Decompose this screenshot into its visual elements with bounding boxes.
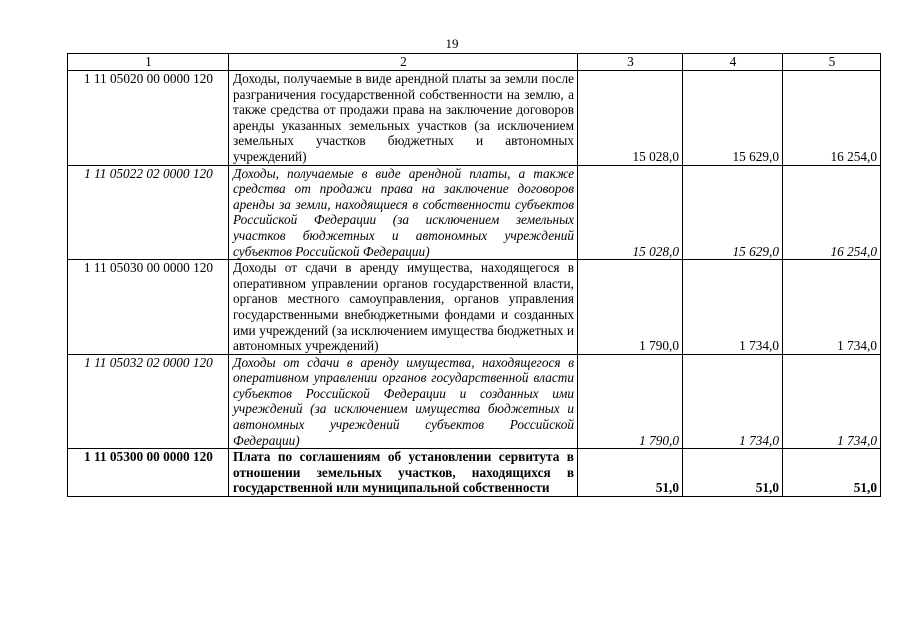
column-header: 1: [68, 54, 229, 71]
column-header: 4: [683, 54, 783, 71]
page-number: 19: [445, 36, 459, 51]
table-row: [68, 71, 881, 166]
description-cell: Доходы, получаемые в виде арендной платы, а также средства от продажи права на заключение договоров аренды за земли, находящиеся в собственности субъектов Российской Федерации (за исключением земельных участков бюджетных и автономных учреждений субъектов Российской Федерации): [229, 165, 578, 260]
amount-cell: 1 734,0: [783, 260, 881, 355]
description-cell: Доходы, получаемые в виде арендной платы за земли после разграничения государственной собственности на землю, а также средства от продажи права на заключение договоров аренды указанных земельных участков (за исключением земельных участков бюджетных и автономных учреждений): [229, 71, 578, 166]
amount-cell: 15 629,0: [683, 165, 783, 260]
budget-code-cell: 1 11 05032 02 0000 120: [68, 354, 229, 449]
table-header-row: [68, 54, 881, 71]
column-header: 5: [783, 54, 881, 71]
description-cell: Доходы от сдачи в аренду имущества, находящегося в оперативном управлении органов государственной власти, органов местного самоуправления, органов управления государственными внебюджетными фондами и созданных ими учреждений (за исключением имущества бюджетных и автономных учреждений): [229, 260, 578, 355]
budget-code-cell: 1 11 05030 00 0000 120: [68, 260, 229, 355]
column-header: 2: [229, 54, 578, 71]
amount-cell: 15 028,0: [578, 71, 683, 166]
amount-cell: 51,0: [783, 449, 881, 497]
column-header: 3: [578, 54, 683, 71]
budget-code-cell: 1 11 05300 00 0000 120: [68, 449, 229, 497]
table-row: [68, 449, 881, 497]
amount-cell: 1 734,0: [783, 354, 881, 449]
table-row: [68, 260, 881, 355]
amount-cell: 1 790,0: [578, 260, 683, 355]
budget-revenue-table: [67, 53, 881, 497]
table-row: [68, 165, 881, 260]
amount-cell: 16 254,0: [783, 71, 881, 166]
amount-cell: 1 790,0: [578, 354, 683, 449]
amount-cell: 1 734,0: [683, 354, 783, 449]
amount-cell: 51,0: [683, 449, 783, 497]
amount-cell: 1 734,0: [683, 260, 783, 355]
amount-cell: 51,0: [578, 449, 683, 497]
amount-cell: 15 629,0: [683, 71, 783, 166]
description-cell: Доходы от сдачи в аренду имущества, находящегося в оперативном управлении органов государственной власти субъектов Российской Федерации и созданных ими учреждений (за исключением имущества бюджетных и автономных учреждений субъектов Российской Федерации): [229, 354, 578, 449]
amount-cell: 15 028,0: [578, 165, 683, 260]
table-row: [68, 354, 881, 449]
budget-code-cell: 1 11 05022 02 0000 120: [68, 165, 229, 260]
budget-code-cell: 1 11 05020 00 0000 120: [68, 71, 229, 166]
description-cell: Плата по соглашениям об установлении сервитута в отношении земельных участков, находящихся в государственной или муниципальной собственности: [229, 449, 578, 497]
amount-cell: 16 254,0: [783, 165, 881, 260]
